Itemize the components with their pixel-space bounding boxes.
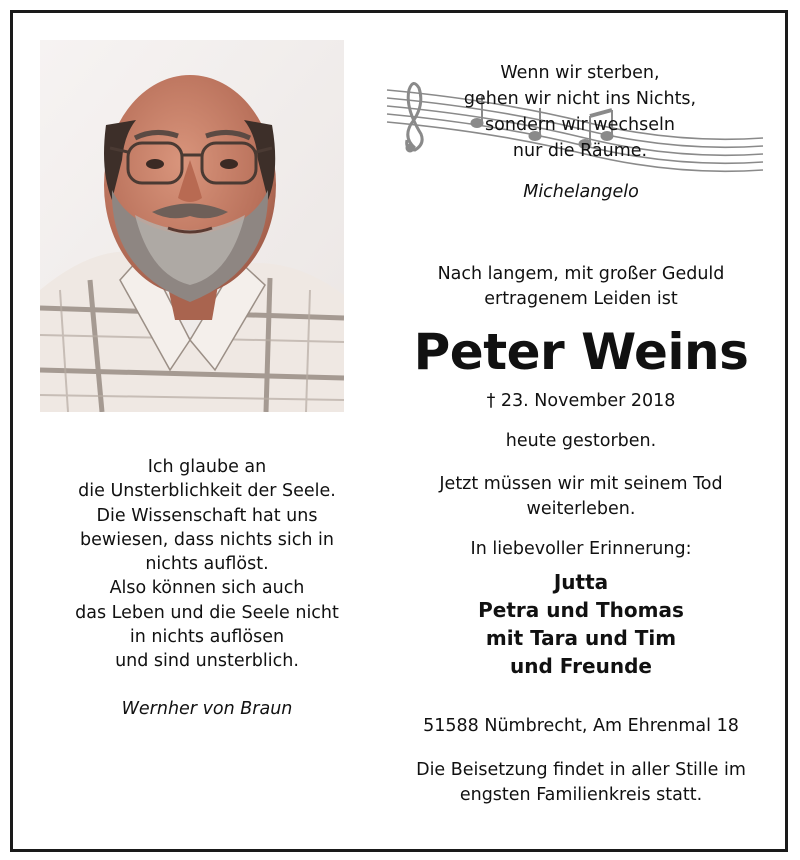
portrait-photo	[40, 40, 344, 412]
message-line: weiterleben.	[526, 499, 636, 519]
quote-line: Die Wissenschaft hat uns	[96, 505, 318, 526]
quote-line: Also können sich auch	[109, 578, 305, 599]
remembrance-text: In liebevoller Erinnerung:	[470, 539, 692, 559]
quote-author-michelangelo: Michelangelo	[523, 182, 639, 202]
burial-note	[388, 758, 774, 808]
quote-line: nur die Räume.	[512, 141, 648, 161]
quote-line: bewiesen, dass nichts sich in	[80, 529, 334, 550]
quote-michelangelo	[420, 60, 740, 164]
intro-line: Nach langem, mit großer Geduld	[437, 264, 725, 284]
burial-line: engsten Familienkreis statt.	[459, 785, 703, 805]
intro-line: ertragenem Leiden ist	[484, 289, 678, 309]
quote-line: die Unsterblichkeit der Seele.	[78, 481, 336, 502]
death-date: † 23. November 2018	[486, 391, 676, 411]
mourner-name: mit Tara und Tim	[485, 626, 677, 650]
address: 51588 Nümbrecht, Am Ehrenmal 18	[423, 716, 739, 736]
mourner-name: Petra und Thomas	[478, 598, 684, 622]
mourners-list	[388, 568, 774, 680]
mourner-name: Jutta	[553, 570, 609, 594]
intro-text	[388, 262, 774, 312]
message-text	[388, 472, 774, 522]
message-line: Jetzt müssen wir mit seinem Tod	[439, 474, 723, 494]
quote-line: Wenn wir sterben,	[500, 63, 660, 83]
quote-braun	[30, 455, 384, 674]
quote-line: und sind unsterblich.	[115, 651, 299, 672]
quote-line: sondern wir wechseln	[485, 115, 675, 135]
quote-line: Ich glaube an	[147, 457, 267, 477]
quote-line: gehen wir nicht ins Nichts,	[463, 89, 697, 109]
quote-line: nichts auflöst.	[145, 554, 269, 575]
burial-line: Die Beisetzung findet in aller Stille im	[416, 760, 746, 780]
quote-line: das Leben und die Seele nicht	[75, 602, 339, 623]
quote-author-braun: Wernher von Braun	[121, 699, 293, 719]
quote-line: in nichts auflösen	[129, 627, 285, 648]
mourner-name: und Freunde	[510, 654, 652, 678]
deceased-name: Peter Weins	[413, 323, 749, 381]
died-text: heute gestorben.	[505, 431, 657, 451]
